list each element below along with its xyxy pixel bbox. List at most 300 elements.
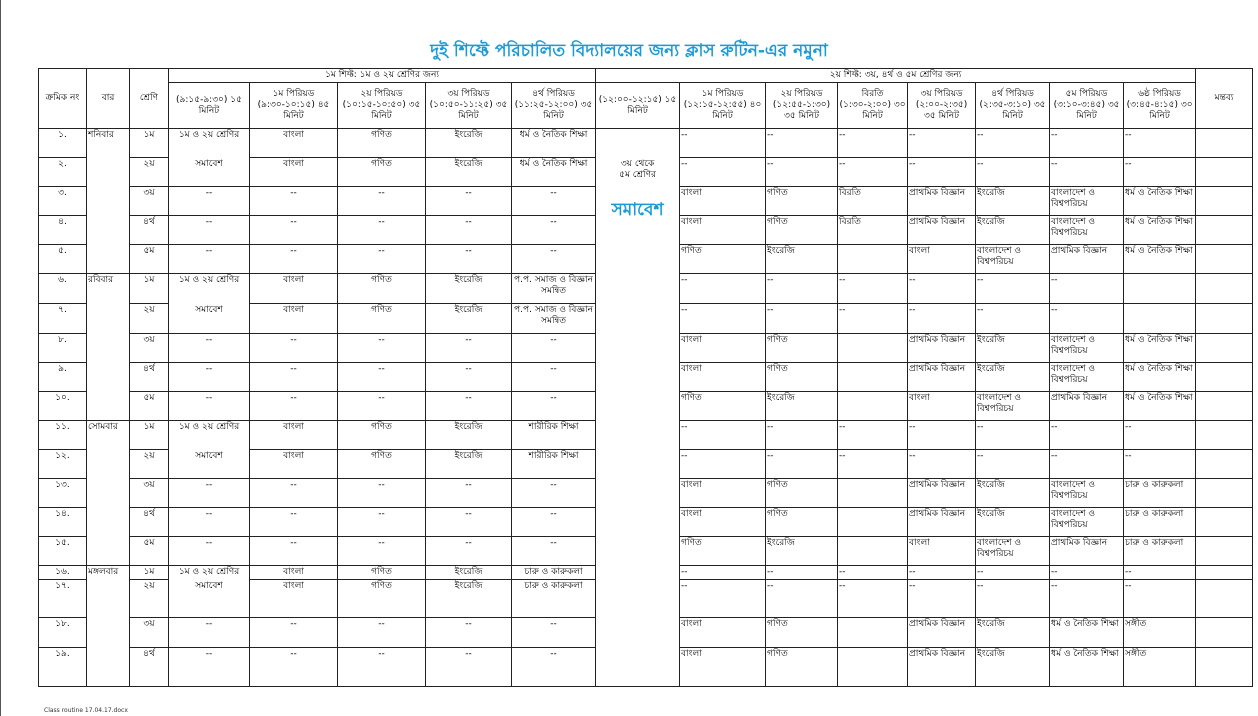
s2-period-cell: সঙ্গীত xyxy=(1124,618,1196,648)
s2-period-cell: গণিত xyxy=(766,648,838,687)
s2-period-cell: ধর্ম ও নৈতিক শিক্ষা xyxy=(1124,187,1196,216)
s1-period-cell: গণিত xyxy=(338,304,426,334)
class-cell: ৪র্থ xyxy=(130,508,169,537)
s2-period-cell: -- xyxy=(1050,450,1124,479)
s2-period-cell: ইংরেজি xyxy=(766,392,838,421)
class12-label-cell: ১ম ও ২য় শ্রেণির xyxy=(169,129,250,158)
s1-period-cell: ইংরেজি xyxy=(426,421,512,450)
s1-assembly-empty-cell: -- xyxy=(169,334,250,363)
remarks-cell xyxy=(1196,304,1253,334)
s1-assembly-empty-cell: -- xyxy=(169,392,250,421)
s2-period-cell: -- xyxy=(976,450,1050,479)
s2-period-cell: -- xyxy=(680,421,766,450)
s1-period-cell: বাংলা xyxy=(250,304,338,334)
s1-period-cell: ধর্ম ও নৈতিক শিক্ষা xyxy=(512,158,596,187)
s1-period-cell: -- xyxy=(338,648,426,687)
assembly-label-cell: সমাবেশ xyxy=(169,450,250,479)
s1-period-cell: -- xyxy=(338,187,426,216)
serial-cell: ১১. xyxy=(39,421,87,450)
s1-period-cell: -- xyxy=(512,648,596,687)
header-remarks: মন্তব্য xyxy=(1196,69,1253,129)
s2-period-cell: -- xyxy=(1124,566,1196,580)
routine-table xyxy=(38,68,1253,687)
header-shift-2: ২য় শিফ্ট: ৩য়, ৪র্থ ও ৫ম শ্রেণির জন্য xyxy=(596,69,1196,83)
class-cell: ৪র্থ xyxy=(130,648,169,687)
header-s1-period-1: ১ম পিরিয়ড (৯:৩০-১০:১৫) ৪৫ মিনিট xyxy=(250,83,338,129)
remarks-cell xyxy=(1196,334,1253,363)
s2-period-cell: ইংরেজি xyxy=(976,648,1050,687)
s2-period-cell: ইংরেজি xyxy=(766,245,838,274)
s2-period-cell: বাংলাদেশ ও বিশ্বপরিচয় xyxy=(976,245,1050,274)
s1-period-cell: -- xyxy=(426,479,512,508)
remarks-cell xyxy=(1196,187,1253,216)
s2-period-cell: ধর্ম ও নৈতিক শিক্ষা xyxy=(1050,618,1124,648)
s1-period-cell: -- xyxy=(250,392,338,421)
s1-assembly-empty-cell: -- xyxy=(169,537,250,566)
s2-period-cell: -- xyxy=(680,580,766,618)
class-cell: ১ম xyxy=(130,129,169,158)
s2-period-cell: -- xyxy=(680,566,766,580)
s2-period-cell: গণিত xyxy=(766,187,838,216)
s2-period-cell: বাংলা xyxy=(680,648,766,687)
s2-assembly-cell xyxy=(596,129,680,687)
remarks-cell xyxy=(1196,245,1253,274)
s2-period-cell: -- xyxy=(1050,421,1124,450)
page-edge-line xyxy=(0,0,1,716)
s1-period-cell: -- xyxy=(338,392,426,421)
s1-period-cell: -- xyxy=(250,216,338,245)
s1-period-cell: -- xyxy=(426,245,512,274)
remarks-cell xyxy=(1196,274,1253,304)
s1-period-cell: বাংলা xyxy=(250,566,338,580)
header-s2-period-2: ২য় পিরিয়ড (১২:৫৫-১:৩০) ৩৫ মিনিট xyxy=(766,83,838,129)
s1-period-cell: -- xyxy=(512,245,596,274)
s2-period-cell: গণিত xyxy=(766,508,838,537)
s1-period-cell: -- xyxy=(426,363,512,392)
s2-period-cell xyxy=(838,245,908,274)
s1-period-cell: গণিত xyxy=(338,421,426,450)
s1-period-cell: প.প. সমাজ ও বিজ্ঞান সমন্বিত xyxy=(512,274,596,304)
s2-period-cell: গণিত xyxy=(766,618,838,648)
s1-period-cell: ধর্ম ও নৈতিক শিক্ষা xyxy=(512,129,596,158)
s1-assembly-empty-cell: -- xyxy=(169,245,250,274)
remarks-cell xyxy=(1196,479,1253,508)
s2-period-cell: -- xyxy=(976,421,1050,450)
s1-period-cell: -- xyxy=(338,334,426,363)
s2-period-cell: বাংলা xyxy=(680,479,766,508)
s2-period-cell: -- xyxy=(908,158,976,187)
class-cell: ২য় xyxy=(130,304,169,334)
s2-period-cell: -- xyxy=(1124,450,1196,479)
s2-period-cell: চারু ও কারুকলা xyxy=(1124,537,1196,566)
s1-period-cell: -- xyxy=(426,648,512,687)
s2-period-cell: -- xyxy=(1124,129,1196,158)
s2-period-cell: বাংলাদেশ ও বিশ্বপরিচয় xyxy=(976,392,1050,421)
s1-period-cell: -- xyxy=(512,363,596,392)
s2-period-cell: -- xyxy=(908,129,976,158)
s1-period-cell: -- xyxy=(338,618,426,648)
s2-period-cell: -- xyxy=(680,450,766,479)
s2-period-cell: -- xyxy=(1124,421,1196,450)
s2-period-cell: -- xyxy=(908,274,976,304)
s1-period-cell: গণিত xyxy=(338,580,426,618)
serial-cell: ৯. xyxy=(39,363,87,392)
s1-period-cell: -- xyxy=(426,618,512,648)
s2-period-cell: গণিত xyxy=(766,363,838,392)
table-row xyxy=(39,129,1253,158)
s2-period-cell: বাংলা xyxy=(680,618,766,648)
s1-period-cell: -- xyxy=(512,479,596,508)
class-cell: ১ম xyxy=(130,421,169,450)
class12-label-cell: ১ম ও ২য় শ্রেণির xyxy=(169,566,250,580)
s2-period-cell: ইংরেজি xyxy=(976,479,1050,508)
s1-period-cell: -- xyxy=(512,537,596,566)
s1-period-cell: চারু ও কারুকলা xyxy=(512,566,596,580)
s1-period-cell: শারীরিক শিক্ষা xyxy=(512,421,596,450)
s2-period-cell: বাংলাদেশ ও বিশ্বপরিচয় xyxy=(976,537,1050,566)
s2-period-cell: বাংলাদেশ ও বিশ্বপরিচয় xyxy=(1050,363,1124,392)
day-cell: রবিবার xyxy=(87,274,130,421)
s2-period-cell xyxy=(838,537,908,566)
class-cell: ৫ম xyxy=(130,245,169,274)
s1-period-cell: ইংরেজি xyxy=(426,450,512,479)
s2-period-cell: -- xyxy=(766,421,838,450)
class-cell: ৩য় xyxy=(130,618,169,648)
day-cell: শনিবার xyxy=(87,129,130,274)
header-s2-period-3: ৩য় পিরিয়ড (২:০০-২:৩৫) ৩৫ মিনিট xyxy=(908,83,976,129)
s2-period-cell: বাংলা xyxy=(908,537,976,566)
s1-period-cell: গণিত xyxy=(338,129,426,158)
s2-period-cell: -- xyxy=(1050,304,1124,334)
s2-period-cell: বিরতি xyxy=(838,216,908,245)
s2-period-cell: বাংলাদেশ ও বিশ্বপরিচয় xyxy=(1050,479,1124,508)
s2-period-cell: -- xyxy=(766,580,838,618)
s2-period-cell: ধর্ম ও নৈতিক শিক্ষা xyxy=(1124,334,1196,363)
s1-period-cell: -- xyxy=(426,508,512,537)
s1-period-cell: -- xyxy=(250,479,338,508)
s2-period-cell: ইংরেজি xyxy=(976,618,1050,648)
s2-period-cell: -- xyxy=(908,566,976,580)
s2-period-cell: প্রাথমিক বিজ্ঞান xyxy=(908,618,976,648)
s1-period-cell: প.প. সমাজ ও বিজ্ঞান সমন্বিত xyxy=(512,304,596,334)
s2-period-cell: বিরতি xyxy=(838,187,908,216)
day-cell: মঙ্গলবার xyxy=(87,566,130,687)
s1-period-cell: -- xyxy=(338,245,426,274)
class-cell: ১ম xyxy=(130,566,169,580)
s2-period-cell: সঙ্গীত xyxy=(1124,648,1196,687)
s2-period-cell: -- xyxy=(680,158,766,187)
serial-cell: ১০. xyxy=(39,392,87,421)
page-title: দুই শিফ্টে পরিচালিত বিদ্যালয়ের জন্য ক্লাস রুটিন-এর নমুনা xyxy=(430,41,828,61)
s1-period-cell: -- xyxy=(250,334,338,363)
s2-period-cell: চারু ও কারুকলা xyxy=(1124,479,1196,508)
s1-period-cell: -- xyxy=(512,508,596,537)
class-cell: ৩য় xyxy=(130,479,169,508)
remarks-cell xyxy=(1196,648,1253,687)
serial-cell: ১৩. xyxy=(39,479,87,508)
remarks-cell xyxy=(1196,566,1253,580)
s1-period-cell: -- xyxy=(250,508,338,537)
s2-period-cell: প্রাথমিক বিজ্ঞান xyxy=(1050,537,1124,566)
s2-period-cell: -- xyxy=(766,158,838,187)
s2-period-cell: -- xyxy=(838,450,908,479)
header-s2-break: বিরতি (১:৩০-২:০০) ৩০ মিনিট xyxy=(838,83,908,129)
remarks-cell xyxy=(1196,580,1253,618)
s2-period-cell: -- xyxy=(976,566,1050,580)
s2-period-cell: প্রাথমিক বিজ্ঞান xyxy=(908,216,976,245)
s2-period-cell: প্রাথমিক বিজ্ঞান xyxy=(908,479,976,508)
header-s1-assembly: (৯:১৫-৯:৩০) ১৫ মিনিট xyxy=(169,83,250,129)
s2-period-cell: -- xyxy=(908,450,976,479)
s2-period-cell: গণিত xyxy=(766,479,838,508)
s2-period-cell: ইংরেজি xyxy=(976,363,1050,392)
s1-period-cell: -- xyxy=(512,216,596,245)
s1-period-cell: -- xyxy=(426,187,512,216)
s2-period-cell: ইংরেজি xyxy=(976,508,1050,537)
s1-period-cell: -- xyxy=(426,392,512,421)
remarks-cell xyxy=(1196,363,1253,392)
class-cell: ২য় xyxy=(130,580,169,618)
remarks-cell xyxy=(1196,508,1253,537)
class-cell: ২য় xyxy=(130,158,169,187)
day-cell: সোমবার xyxy=(87,421,130,566)
s2-period-cell xyxy=(838,363,908,392)
s2-period-cell: -- xyxy=(766,274,838,304)
s2-period-cell: ইংরেজি xyxy=(766,537,838,566)
remarks-cell xyxy=(1196,129,1253,158)
s2-period-cell: বাংলা xyxy=(680,187,766,216)
assembly-label-cell: সমাবেশ xyxy=(169,304,250,334)
header-s2-period-4: ৪র্থ পিরিয়ড (২:৩৫-৩:১০) ৩৫ মিনিট xyxy=(976,83,1050,129)
header-s2-period-5: ৫ম পিরিয়ড (৩:১০-৩:৪৫) ৩৫ মিনিট xyxy=(1050,83,1124,129)
s1-period-cell: বাংলা xyxy=(250,580,338,618)
s1-period-cell: ইংরেজি xyxy=(426,304,512,334)
class-cell: ২য় xyxy=(130,450,169,479)
s2-period-cell: -- xyxy=(838,580,908,618)
serial-cell: ২. xyxy=(39,158,87,187)
s2-period-cell xyxy=(838,392,908,421)
s1-period-cell: বাংলা xyxy=(250,129,338,158)
s2-period-cell: প্রাথমিক বিজ্ঞান xyxy=(908,334,976,363)
s2-period-cell: বাংলা xyxy=(908,392,976,421)
s2-period-cell: -- xyxy=(838,566,908,580)
assembly-label-cell: সমাবেশ xyxy=(169,158,250,187)
s2-period-cell: -- xyxy=(1050,158,1124,187)
header-day: বার xyxy=(87,69,130,129)
serial-cell: ৬. xyxy=(39,274,87,304)
serial-cell: ৭. xyxy=(39,304,87,334)
s2-period-cell: বাংলা xyxy=(908,245,976,274)
serial-cell: ৫. xyxy=(39,245,87,274)
s2-period-cell: -- xyxy=(766,129,838,158)
remarks-cell xyxy=(1196,421,1253,450)
s2-period-cell: -- xyxy=(976,304,1050,334)
class-cell: ৫ম xyxy=(130,537,169,566)
s1-period-cell: ইংরেজি xyxy=(426,274,512,304)
s1-period-cell: গণিত xyxy=(338,450,426,479)
header-s2-assembly: (১২:০০-১২:১৫) ১৫ মিনিট xyxy=(596,83,680,129)
s2-period-cell: গণিত xyxy=(766,334,838,363)
serial-cell: ১. xyxy=(39,129,87,158)
s2-period-cell: -- xyxy=(908,421,976,450)
s2-period-cell: -- xyxy=(680,304,766,334)
s2-period-cell: -- xyxy=(680,274,766,304)
header-s2-period-6: ৬ষ্ঠ পিরিয়ড (৩:৪৫-৪:১৫) ৩০ মিনিট xyxy=(1124,83,1196,129)
serial-cell: ১৫. xyxy=(39,537,87,566)
s2-period-cell: প্রাথমিক বিজ্ঞান xyxy=(908,187,976,216)
s2-period-cell: -- xyxy=(976,158,1050,187)
s2-period-cell: -- xyxy=(976,274,1050,304)
s2-period-cell: -- xyxy=(838,274,908,304)
class-cell: ৪র্থ xyxy=(130,363,169,392)
s2-period-cell: প্রাথমিক বিজ্ঞান xyxy=(1050,392,1124,421)
s2-period-cell: ইংরেজি xyxy=(976,187,1050,216)
s1-assembly-empty-cell: -- xyxy=(169,216,250,245)
s2-period-cell: ধর্ম ও নৈতিক শিক্ষা xyxy=(1050,648,1124,687)
s2-period-cell: -- xyxy=(1050,129,1124,158)
s2-period-cell: -- xyxy=(680,129,766,158)
s1-assembly-empty-cell: -- xyxy=(169,648,250,687)
serial-cell: ৮. xyxy=(39,334,87,363)
remarks-cell xyxy=(1196,158,1253,187)
serial-cell: ১৭. xyxy=(39,580,87,618)
s2-period-cell xyxy=(838,479,908,508)
s2-period-cell: ধর্ম ও নৈতিক শিক্ষা xyxy=(1124,245,1196,274)
s1-assembly-empty-cell: -- xyxy=(169,479,250,508)
s2-period-cell: ইংরেজি xyxy=(976,334,1050,363)
class-cell: ৫ম xyxy=(130,392,169,421)
s1-period-cell: -- xyxy=(250,618,338,648)
remarks-cell xyxy=(1196,216,1253,245)
s2-period-cell: গণিত xyxy=(766,216,838,245)
s2-period-cell: -- xyxy=(838,129,908,158)
s1-period-cell: বাংলা xyxy=(250,158,338,187)
s2-period-cell xyxy=(838,334,908,363)
s1-assembly-empty-cell: -- xyxy=(169,363,250,392)
s2-period-cell: -- xyxy=(1124,580,1196,618)
class3to5-label: ৩য় থেকে ৫ম শ্রেণির xyxy=(619,159,656,180)
s2-period-cell xyxy=(1124,304,1196,334)
s1-period-cell: বাংলা xyxy=(250,450,338,479)
s2-period-cell: -- xyxy=(766,450,838,479)
s2-period-cell: -- xyxy=(1124,158,1196,187)
s2-period-cell: বাংলা xyxy=(680,508,766,537)
s2-period-cell: বাংলাদেশ ও বিশ্বপরিচয় xyxy=(1050,187,1124,216)
s1-period-cell: ইংরেজি xyxy=(426,158,512,187)
s2-period-cell: গণিত xyxy=(680,245,766,274)
s2-period-cell: গণিত xyxy=(680,392,766,421)
s2-period-cell: ধর্ম ও নৈতিক শিক্ষা xyxy=(1124,216,1196,245)
serial-cell: ৩. xyxy=(39,187,87,216)
remarks-cell xyxy=(1196,618,1253,648)
serial-cell: ১৪. xyxy=(39,508,87,537)
s1-period-cell: -- xyxy=(512,618,596,648)
s1-period-cell: -- xyxy=(338,216,426,245)
s2-period-cell: প্রাথমিক বিজ্ঞান xyxy=(908,363,976,392)
s2-period-cell xyxy=(838,618,908,648)
s2-period-cell xyxy=(838,508,908,537)
remarks-cell xyxy=(1196,450,1253,479)
s1-period-cell: ইংরেজি xyxy=(426,129,512,158)
s2-period-cell: চারু ও কারুকলা xyxy=(1124,508,1196,537)
s1-assembly-empty-cell: -- xyxy=(169,618,250,648)
s1-period-cell: -- xyxy=(250,187,338,216)
s2-period-cell: বাংলাদেশ ও বিশ্বপরিচয় xyxy=(1050,334,1124,363)
header-s1-period-2: ২য় পিরিয়ড (১০:১৫-১০:৫০) ৩৫ মিনিট xyxy=(338,83,426,129)
s2-period-cell: -- xyxy=(1050,566,1124,580)
s1-period-cell: গণিত xyxy=(338,274,426,304)
s1-period-cell: -- xyxy=(250,537,338,566)
s1-period-cell: -- xyxy=(338,479,426,508)
s1-period-cell: -- xyxy=(512,187,596,216)
header-s2-period-1: ১ম পিরিয়ড (১২:১৫-১২:৫৫) ৪০ মিনিট xyxy=(680,83,766,129)
s2-period-cell: -- xyxy=(1050,580,1124,618)
s2-period-cell: -- xyxy=(838,158,908,187)
s2-period-cell: -- xyxy=(838,304,908,334)
s1-period-cell: গণিত xyxy=(338,158,426,187)
s2-period-cell: গণিত xyxy=(680,537,766,566)
s1-period-cell: -- xyxy=(250,363,338,392)
s1-period-cell: -- xyxy=(426,334,512,363)
header-class: শ্রেণি xyxy=(130,69,169,129)
s2-period-cell: ইংরেজি xyxy=(976,216,1050,245)
serial-cell: ৪. xyxy=(39,216,87,245)
s2-period-cell: -- xyxy=(908,304,976,334)
s1-period-cell: শারীরিক শিক্ষা xyxy=(512,450,596,479)
s1-period-cell: -- xyxy=(512,392,596,421)
serial-cell: ১৮. xyxy=(39,618,87,648)
s2-period-cell: -- xyxy=(976,580,1050,618)
s1-period-cell: -- xyxy=(426,537,512,566)
s1-period-cell: -- xyxy=(426,216,512,245)
s2-period-cell: -- xyxy=(976,129,1050,158)
class-cell: ৪র্থ xyxy=(130,216,169,245)
s1-period-cell: -- xyxy=(338,537,426,566)
s1-period-cell: ইংরেজি xyxy=(426,580,512,618)
s2-period-cell: বাংলাদেশ ও বিশ্বপরিচয় xyxy=(1050,508,1124,537)
s2-period-cell: বাংলা xyxy=(680,363,766,392)
serial-cell: ১৯. xyxy=(39,648,87,687)
s2-period-cell xyxy=(1124,274,1196,304)
s2-period-cell: ধর্ম ও নৈতিক শিক্ষা xyxy=(1124,363,1196,392)
remarks-cell xyxy=(1196,537,1253,566)
s1-assembly-empty-cell: -- xyxy=(169,187,250,216)
s2-period-cell: প্রাথমিক বিজ্ঞান xyxy=(908,508,976,537)
assembly-label-cell: সমাবেশ xyxy=(169,580,250,618)
s2-period-cell: প্রাথমিক বিজ্ঞান xyxy=(1050,245,1124,274)
s1-period-cell: গণিত xyxy=(338,566,426,580)
s2-period-cell: প্রাথমিক বিজ্ঞান xyxy=(908,648,976,687)
class-cell: ১ম xyxy=(130,274,169,304)
s1-period-cell: -- xyxy=(512,334,596,363)
remarks-cell xyxy=(1196,392,1253,421)
s1-period-cell: ইংরেজি xyxy=(426,566,512,580)
s2-period-cell: ধর্ম ও নৈতিক শিক্ষা xyxy=(1124,392,1196,421)
footer-filename: Class routine 17.04.17.docx xyxy=(44,707,128,714)
s2-period-cell xyxy=(838,648,908,687)
serial-cell: ১২. xyxy=(39,450,87,479)
s1-period-cell: বাংলা xyxy=(250,274,338,304)
header-serial: ক্রমিক নং xyxy=(39,69,87,129)
shift2-assembly-label: সমাবেশ xyxy=(611,200,664,220)
header-shift-1: ১ম শিফ্ট: ১ম ও ২য় শ্রেণির জন্য xyxy=(169,69,596,83)
s2-period-cell: -- xyxy=(766,304,838,334)
header-s1-period-4: ৪র্থ পিরিয়ড (১১:২৫-১২:০০) ৩৫ মিনিট xyxy=(512,83,596,129)
s2-period-cell: -- xyxy=(908,580,976,618)
s1-assembly-empty-cell: -- xyxy=(169,508,250,537)
s2-period-cell: বাংলা xyxy=(680,334,766,363)
class12-label-cell: ১ম ও ২য় শ্রেণির xyxy=(169,274,250,304)
